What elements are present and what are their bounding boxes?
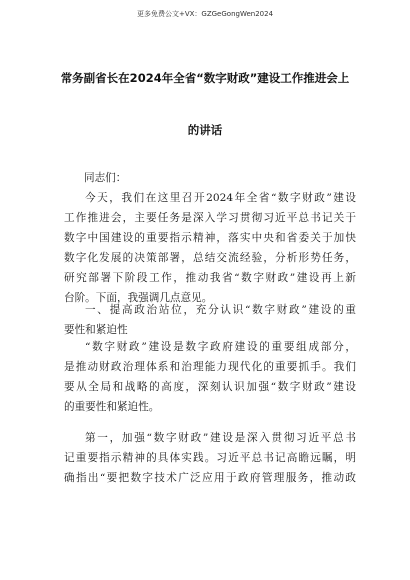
heading-line: 一、提高政治站位，充分认识“数字财政”建设的重 xyxy=(85,304,356,316)
paragraph-line: 的重要性和紧迫性。 xyxy=(64,401,160,413)
paragraph-line: 确指出“要把数字技术广泛应用于政府管理服务，推动政 xyxy=(64,472,356,484)
salutation xyxy=(84,168,376,188)
paragraph-line: 数字中国建设的重要指示精神，落实中央和省委关于加快 xyxy=(64,232,356,244)
paragraph-line: 工作推进会，主要任务是深入学习贯彻习近平总书记关于 xyxy=(64,212,356,224)
paragraph-line: 数字化发展的决策部署，总结交流经验，分析形势任务， xyxy=(64,252,356,264)
paragraph-2 xyxy=(64,337,356,417)
document-title-line-1: 常务副省长在2024年全省“数字财政”建设工作推进会上 xyxy=(60,71,350,85)
paragraph-line: 是推动财政治理体系和治理能力现代化的重要抓手。我们 xyxy=(64,361,356,373)
paragraph-line: 要从全局和战略的高度，深刻认识加强“数字财政”建设 xyxy=(64,381,356,393)
paragraph-3 xyxy=(64,428,356,488)
paragraph-line: 记重要指示精神的具体实践。习近平总书记高瞻远瞩，明 xyxy=(64,452,356,464)
header-note: 更多免费公文+VX：GZGeGongWen2024 xyxy=(136,10,274,18)
paragraph-1 xyxy=(64,188,356,308)
paragraph-line: 研究部署下阶段工作，推动我省“数字财政”建设再上新 xyxy=(64,272,356,284)
paragraph-line: “数字财政”建设是数字政府建设的重要组成部分， xyxy=(85,341,356,353)
paragraph-line: 第一，加强“数字财政”建设是深入贯彻习近平总书 xyxy=(85,432,356,444)
document-title-line-2: 的讲话 xyxy=(187,123,223,137)
section-heading-1 xyxy=(64,300,356,340)
salutation-text: 同志们： xyxy=(84,172,127,184)
paragraph-line: 今天，我们在这里召开2024年全省“数字财政”建设 xyxy=(85,192,356,204)
paragraph-line: 台阶。下面，我强调几点意见。 xyxy=(64,292,213,304)
heading-line: 要性和紧迫性 xyxy=(64,324,128,336)
